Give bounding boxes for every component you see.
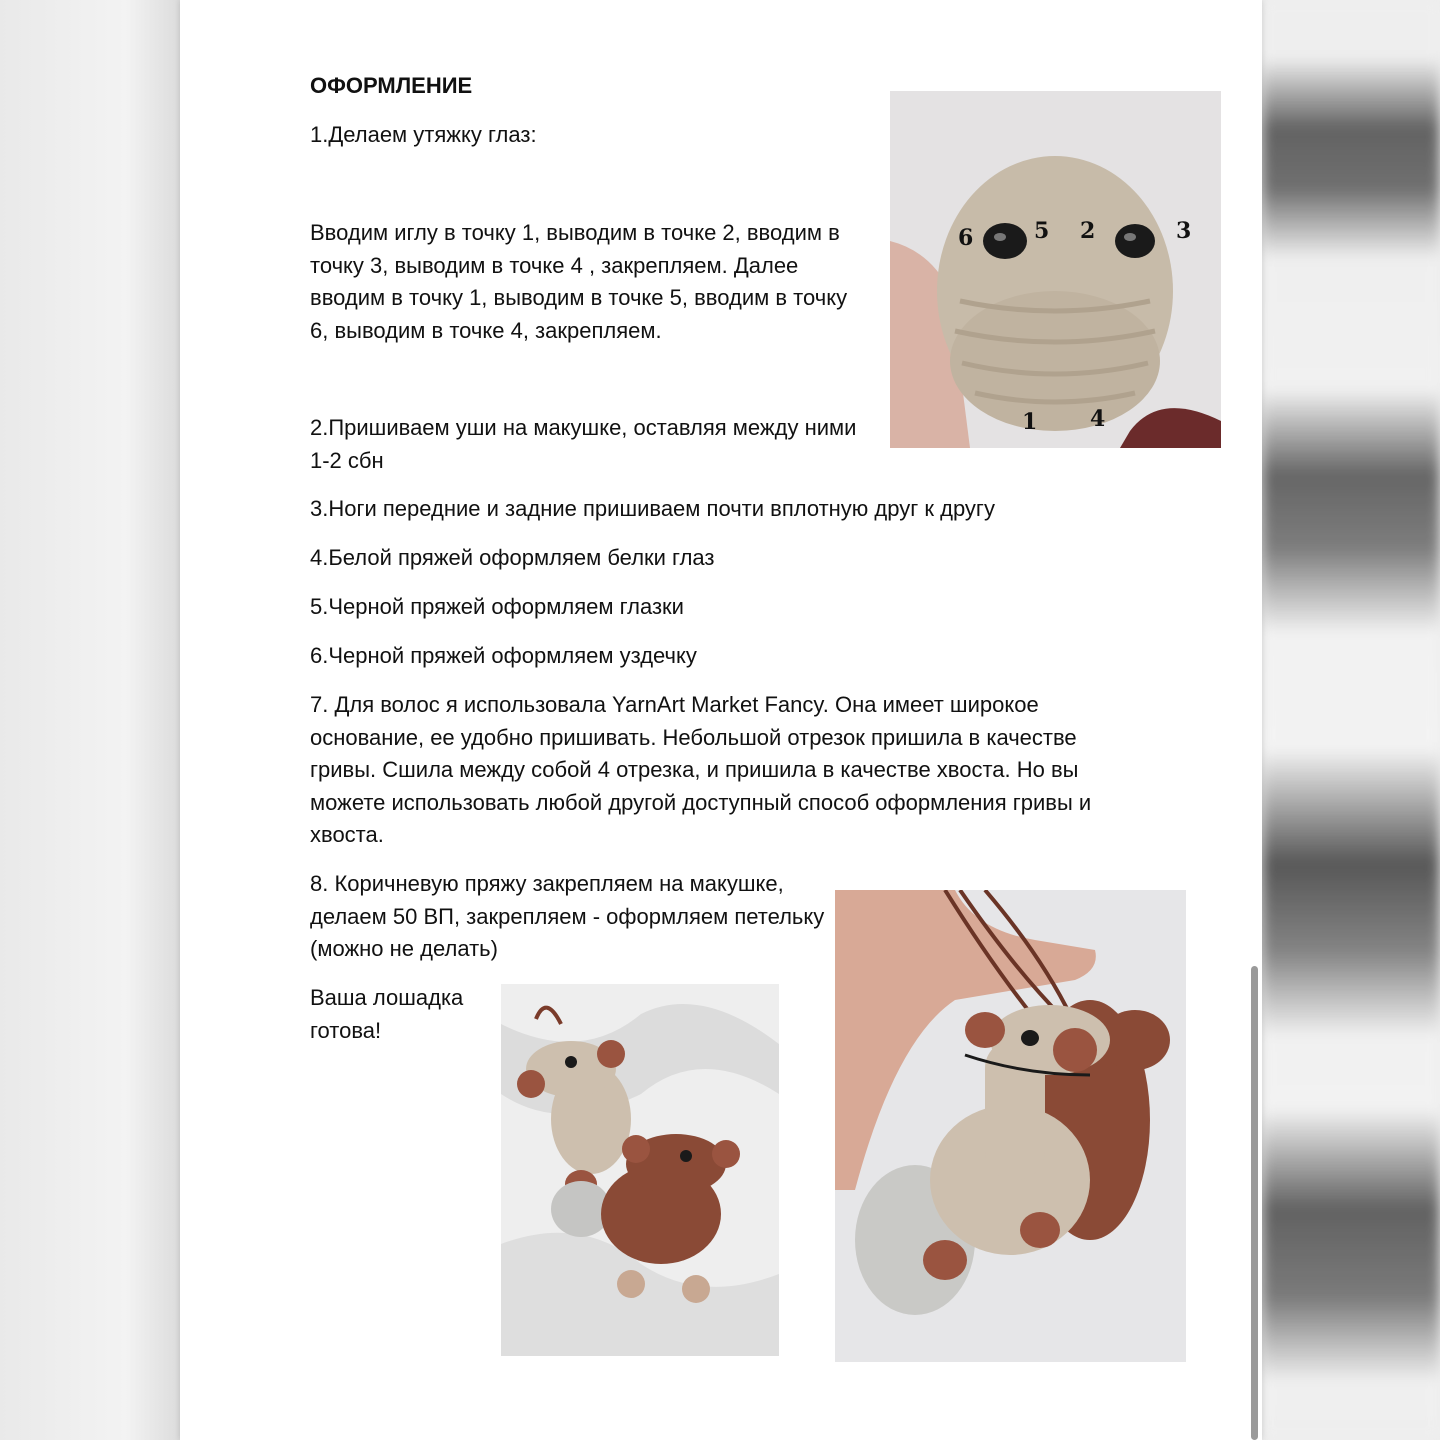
step-4: 4.Белой пряжей оформляем белки глаз: [310, 545, 715, 570]
background-left: [0, 0, 180, 1440]
step-3: 3.Ноги передние и задние пришиваем почти вплотную друг к другу: [310, 496, 995, 521]
step-6: 6.Черной пряжей оформляем уздечку: [310, 643, 697, 668]
step-2: 2.Пришиваем уши на макушке, оставляя между ними 1-2 сбн: [310, 415, 857, 473]
finished-horses-photo: [501, 984, 779, 1356]
step-7: 7. Для волос я использовала YarnArt Market Fancy. Она имеет широкое основание, ее удобно пришивать. Небольшой отрезок пришила в качестве гривы. Сшила между собой 4 отрезка, и пришила в качестве хвоста. Но вы можете использовать любой другой доступный способ оформления гривы и хвоста.: [310, 692, 1092, 847]
marker-2: 2: [1080, 218, 1096, 244]
marker-6: 6: [958, 225, 974, 251]
step-5: 5.Черной пряжей оформляем глазки: [310, 594, 684, 619]
hanging-horses-photo: [835, 890, 1186, 1362]
final-note: Ваша лошадка готова!: [310, 985, 464, 1043]
marker-5: 5: [1034, 218, 1050, 244]
step-1-title: 1.Делаем утяжку глаз:: [310, 122, 537, 147]
section-heading: ОФОРМЛЕНИЕ: [310, 73, 473, 98]
background-right: [1262, 0, 1440, 1440]
marker-4: 4: [1090, 406, 1106, 432]
marker-1: 1: [1022, 409, 1038, 435]
eye-tightening-photo: [890, 91, 1221, 448]
step-1-body: Вводим иглу в точку 1, выводим в точке 2, вводим в точку 3, выводим в точке 4 , закрепляем. Далее вводим в точку 1, выводим в точке 5, вводим в точку 6, выводим в точке 4, закрепляем.: [310, 220, 848, 343]
step-8: 8. Коричневую пряжу закрепляем на макушке, делаем 50 ВП, закрепляем - оформляем петельку (можно не делать): [310, 871, 825, 961]
marker-3: 3: [1176, 218, 1192, 244]
scrollbar[interactable]: [1251, 966, 1258, 1440]
